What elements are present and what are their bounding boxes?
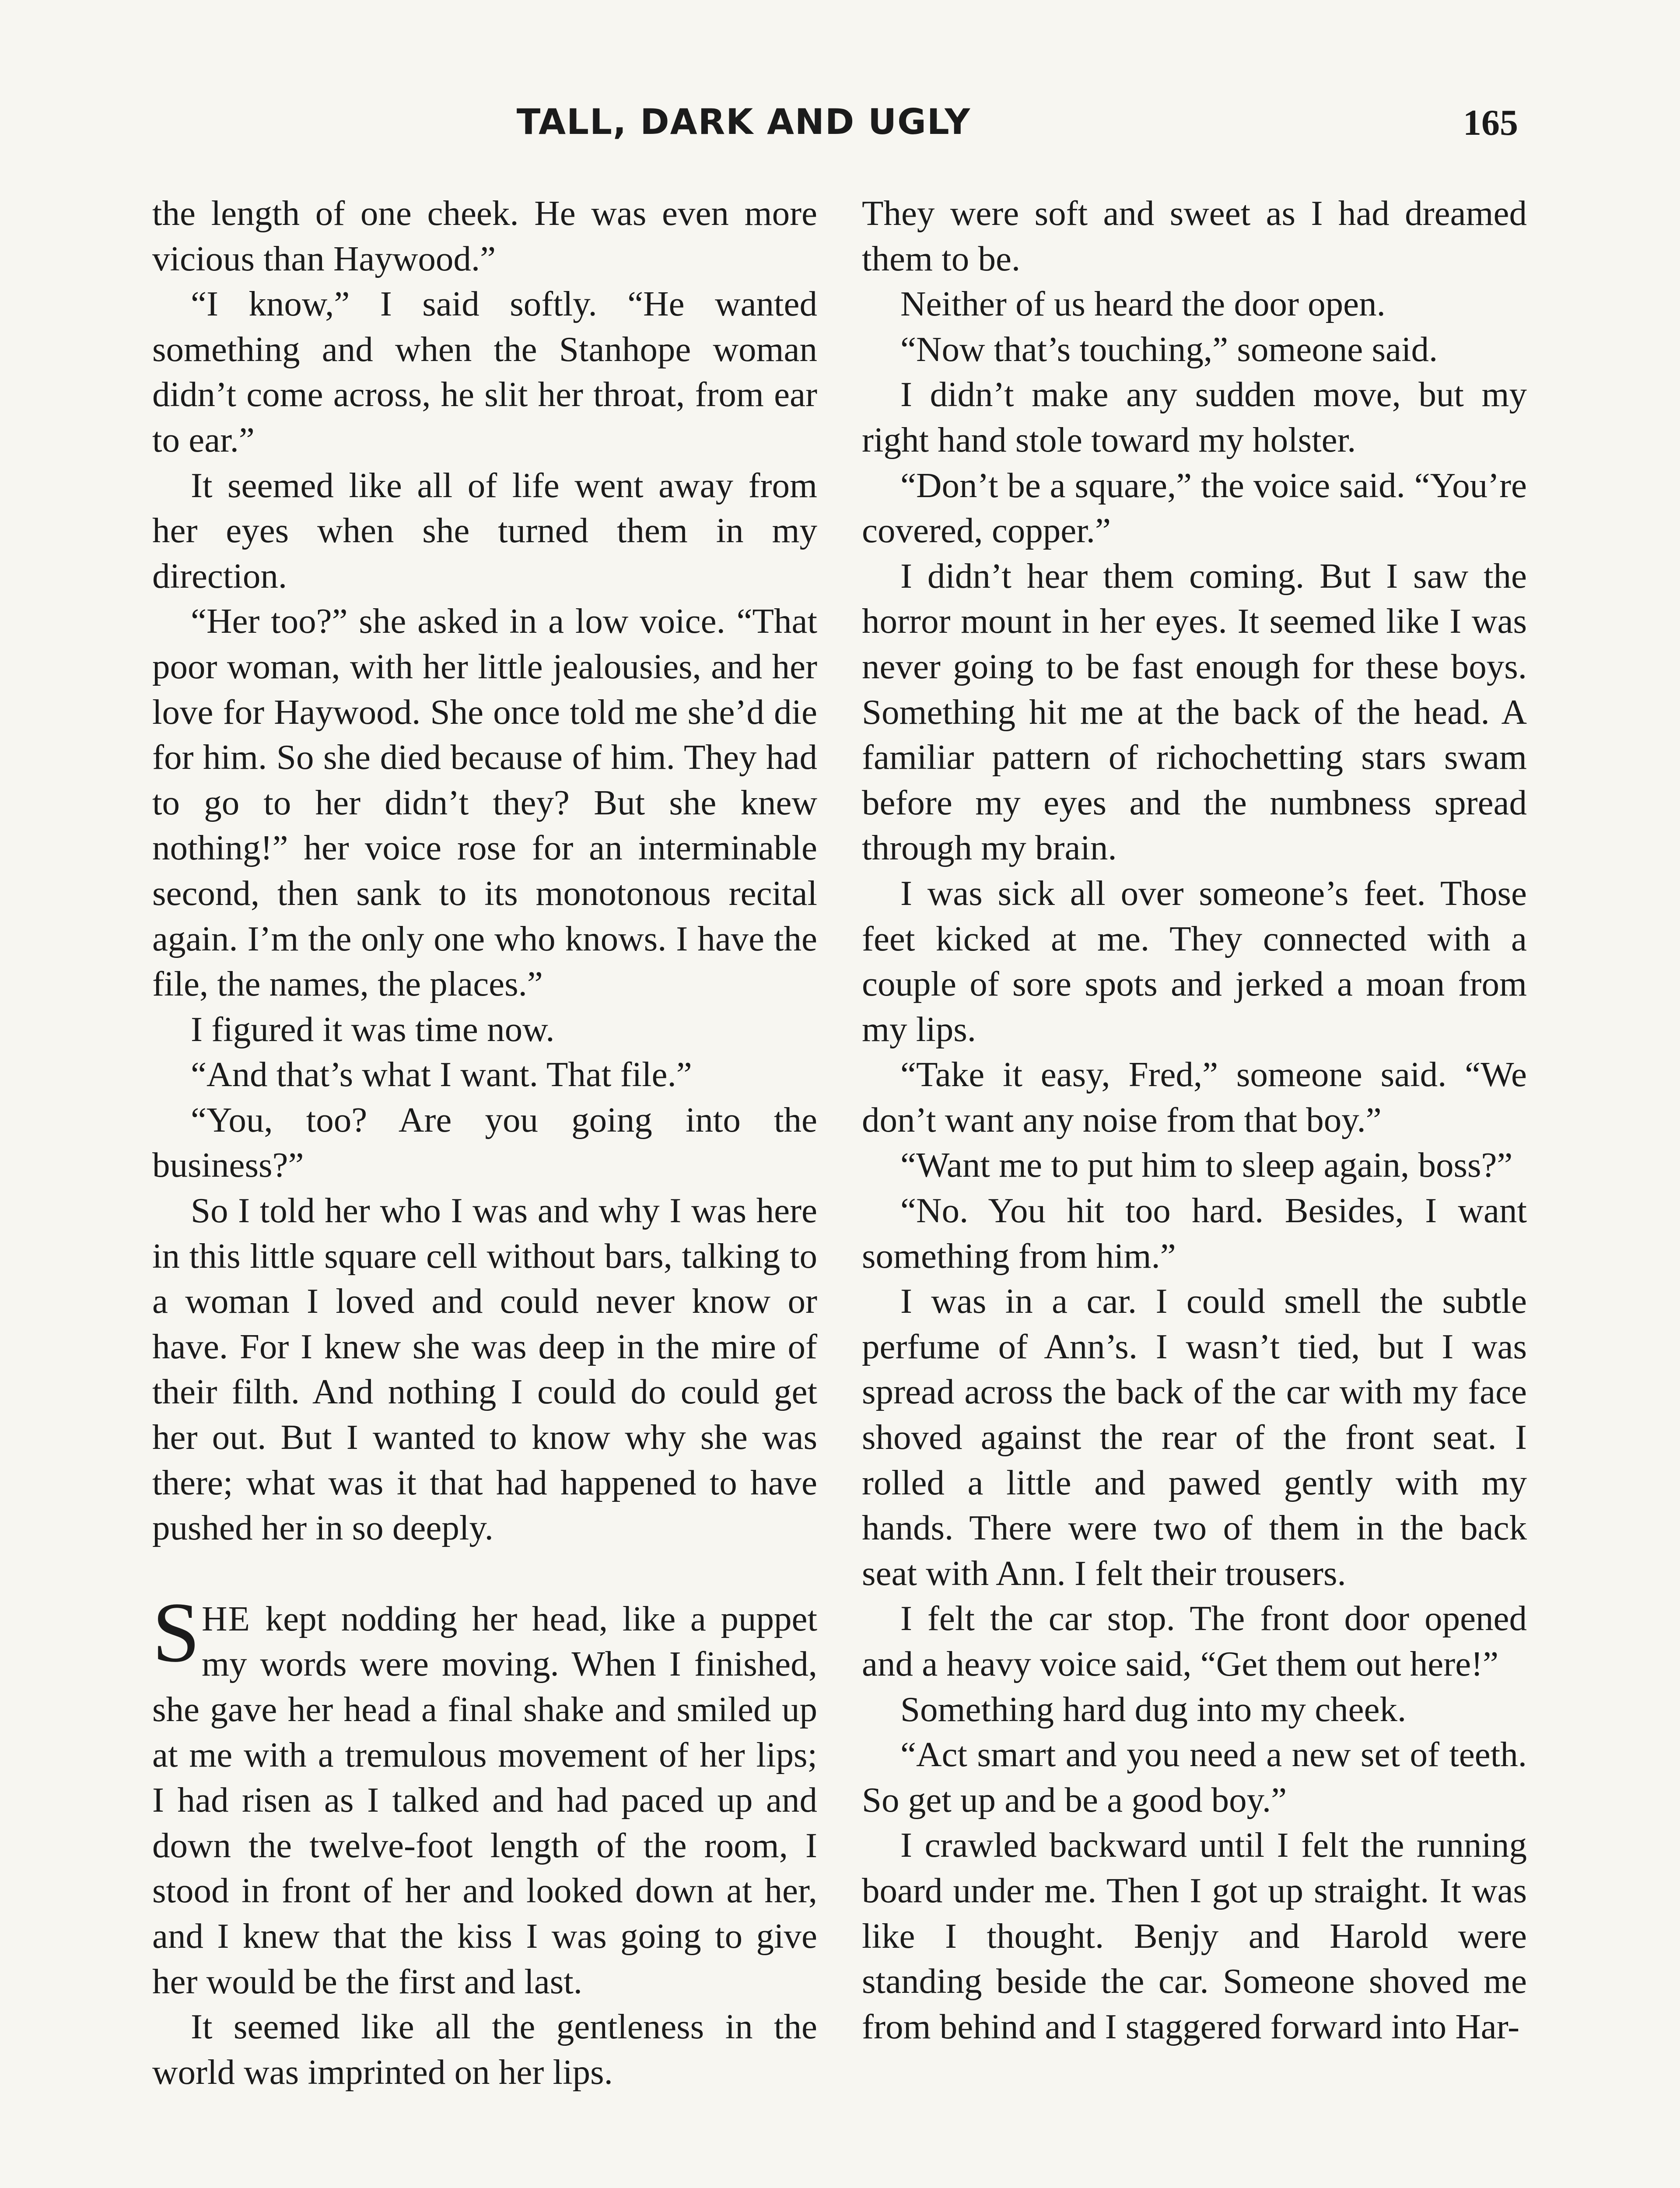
paragraph-text: kept nodding her head, like a puppet my words were moving. When I finished, she gave her head a final shake and smiled up at me with a tremulous movement of her lips; I had risen as I talked and had paced up and down the twelve-foot length of the room, I stood in front of her and looked down at her, and I knew that the kiss I was going to give her would be the first and last. (152, 1599, 817, 2001)
paragraph: “Don’t be a square,” the voice said. “You’re covered, copper.” (862, 465, 1527, 551)
running-title: TALL, DARK AND UGLY (516, 102, 971, 142)
paragraph: “And that’s what I want. That file.” (191, 1055, 692, 1094)
running-head (0, 102, 1680, 150)
paragraph: “Act smart and you need a new set of teeth. So get up and be a good boy.” (862, 1735, 1527, 1820)
paragraph: I was sick all over someone’s feet. Those feet kicked at me. They connected with a couple of sore spots and jerked a moan from my lips. (862, 873, 1527, 1049)
paragraph: Neither of us heard the door open. (900, 284, 1386, 324)
lead-word: HE (202, 1599, 251, 1638)
paragraph: I was in a car. I could smell the subtle perfume of Ann’s. I wasn’t tied, but I was spread across the back of the car with my face shoved against the rear of the front seat. I rolled a little and pawed gently with my hands. There were two of them in the back seat with Ann. I felt their trousers. (862, 1281, 1527, 1593)
right-column (862, 191, 1527, 2049)
paragraph: “Want me to put him to sleep again, boss?” (900, 1145, 1513, 1185)
paragraph: I crawled backward until I felt the running board under me. Then I got up straight. It was like I thought. Benjy and Harold were standing beside the car. Someone shoved me from behind and I staggered forward into Har- (862, 1825, 1527, 2046)
paragraph: “Now that’s touching,” someone said. (900, 329, 1438, 369)
paragraph: It seemed like all of life went away from her eyes when she turned them in my direction. (152, 465, 817, 596)
paragraph: I figured it was time now. (191, 1009, 555, 1049)
paragraph: I didn’t hear them coming. But I saw the horror mount in her eyes. It seemed like I was never going to be fast enough for these boys. Something hit me at the back of the head. A familiar pattern of richochetting stars swam before my eyes and the numbness spread through my brain. (862, 556, 1527, 868)
paragraph: They were soft and sweet as I had dreamed them to be. (862, 193, 1527, 278)
paragraph: “Take it easy, Fred,” someone said. “We don’t want any noise from that boy.” (862, 1055, 1527, 1140)
paragraph: I didn’t make any sudden move, but my right hand stole toward my holster. (862, 375, 1527, 459)
drop-cap: S (152, 1585, 200, 1680)
paragraph: “You, too? Are you going into the business?” (152, 1100, 817, 1185)
left-column (152, 191, 817, 2095)
section-first-paragraph (152, 1585, 817, 2004)
paragraph: So I told her who I was and why I was here in this little square cell without bars, talking to a woman I loved and could never know or have. For I knew she was deep in the mire of their filth. And nothing I could do could get her out. But I wanted to know why she was there; what was it that had happened to have pushed her in so deeply. (152, 1191, 817, 1548)
paragraph: the length of one cheek. He was even more vicious than Haywood.” (152, 193, 817, 278)
paragraph: It seemed like all the gentleness in the world was imprinted on her lips. (152, 2007, 817, 2092)
paragraph: “I know,” I said softly. “He wanted something and when the Stanhope woman didn’t come across, he slit her throat, from ear to ear.” (152, 284, 817, 459)
page-number: 165 (1463, 102, 1518, 143)
paragraph: Something hard dug into my cheek. (900, 1689, 1407, 1729)
paragraph: “Her too?” she asked in a low voice. “That poor woman, with her little jealousies, and her love for Haywood. She once told me she’d die for him. So she died because of him. They had to go to her didn’t they? But she knew nothing!” her voice rose for an interminable second, then sank to its monotonous recital again. I’m the only one who knows. I have the file, the names, the places.” (152, 601, 817, 1004)
paragraph: “No. You hit too hard. Besides, I want something from him.” (862, 1191, 1527, 1276)
paragraph: I felt the car stop. The front door opened and a heavy voice said, “Get them out here!” (862, 1599, 1527, 1683)
